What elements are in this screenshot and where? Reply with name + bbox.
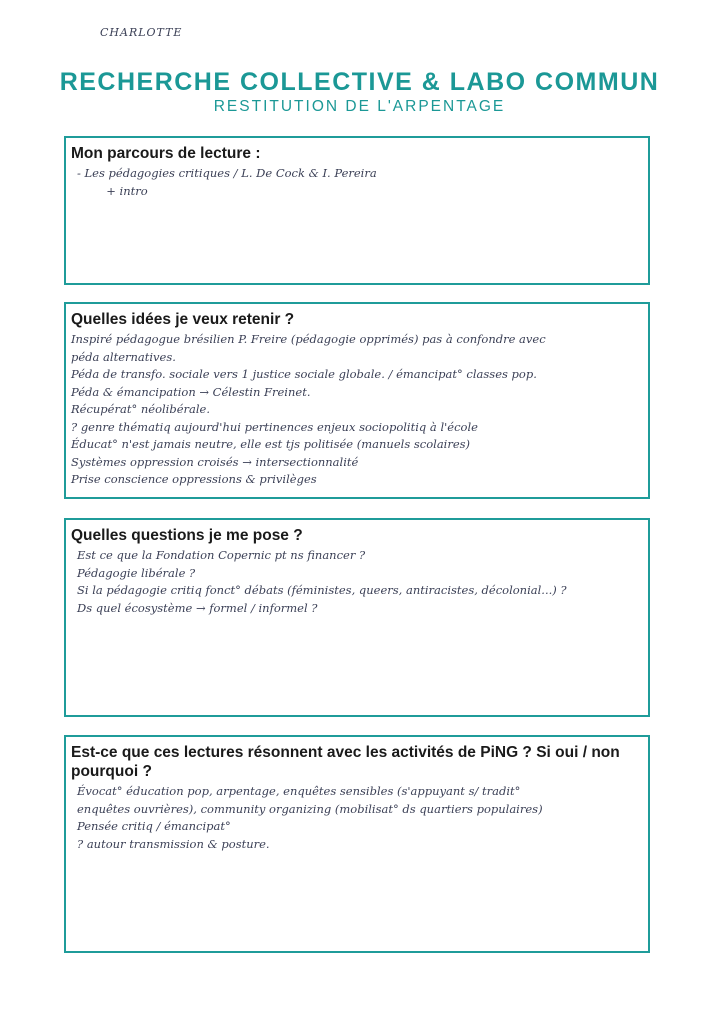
handwritten-line: ? autour transmission & posture. — [77, 836, 270, 851]
handwritten-line: Péda de transfo. sociale vers 1 justice sociale globale. / émancipat° classes pop. — [71, 367, 537, 381]
handwritten-line: Ds quel écosystème → formel / informel ? — [77, 600, 318, 615]
handwritten-line: enquêtes ouvrières), community organizing (mobilisat° ds quartiers populaires) — [77, 801, 543, 816]
handwritten-line: Prise conscience oppressions & privilèges — [71, 472, 317, 486]
handwritten-line: Systèmes oppression croisés → intersectionnalité — [71, 454, 359, 469]
page-title: RECHERCHE COLLECTIVE & LABO COMMUN — [59, 68, 660, 96]
handwritten-line: Éducat° n'est jamais neutre, elle est tjs politisée (manuels scolaires) — [71, 437, 471, 451]
handwritten-line: Si la pédagogie critiq fonct° débats (féministes, queers, antiracistes, décolonial...) ? — [77, 583, 567, 597]
section-heading: Quelles questions je me pose ? — [71, 527, 303, 544]
handwritten-line: - Les pédagogies critiques / L. De Cock & I. Pereira — [77, 166, 377, 180]
section-heading: Mon parcours de lecture : — [71, 145, 261, 162]
handwritten-line: Inspiré pédagogue brésilien P. Freire (pédagogie opprimés) pas à confondre avec — [71, 332, 546, 346]
handwritten-line: ? genre thématiq aujourd'hui pertinences enjeux sociopolitiq à l'école — [71, 419, 478, 434]
section-reading-path — [64, 136, 650, 285]
handwritten-line: Évocat° éducation pop, arpentage, enquêtes sensibles (s'appuyant s/ tradit° — [77, 784, 521, 798]
handwritten-line: Pédagogie libérale ? — [77, 565, 196, 580]
handwritten-line: Pensée critiq / émancipat° — [77, 819, 231, 833]
handwritten-line: Est ce que la Fondation Copernic pt ns financer ? — [77, 548, 366, 562]
handwritten-line: Récupérat° néolibérale. — [71, 402, 211, 416]
section-questions — [64, 518, 650, 717]
section-heading: Quelles idées je veux retenir ? — [71, 311, 295, 328]
page-subtitle: RESTITUTION DE L'ARPENTAGE — [213, 98, 506, 115]
author-name: CHARLOTTE — [100, 26, 183, 39]
handwritten-line: péda alternatives. — [71, 349, 176, 364]
section-ideas — [64, 302, 650, 499]
handwritten-line: + intro — [77, 183, 148, 198]
section-ping-resonance — [64, 735, 650, 953]
handwritten-line: Péda & émancipation → Célestin Freinet. — [71, 384, 311, 399]
section-heading: Est-ce que ces lectures résonnent avec les activités de PiNG ? Si oui / non pourquoi ? — [71, 744, 620, 780]
